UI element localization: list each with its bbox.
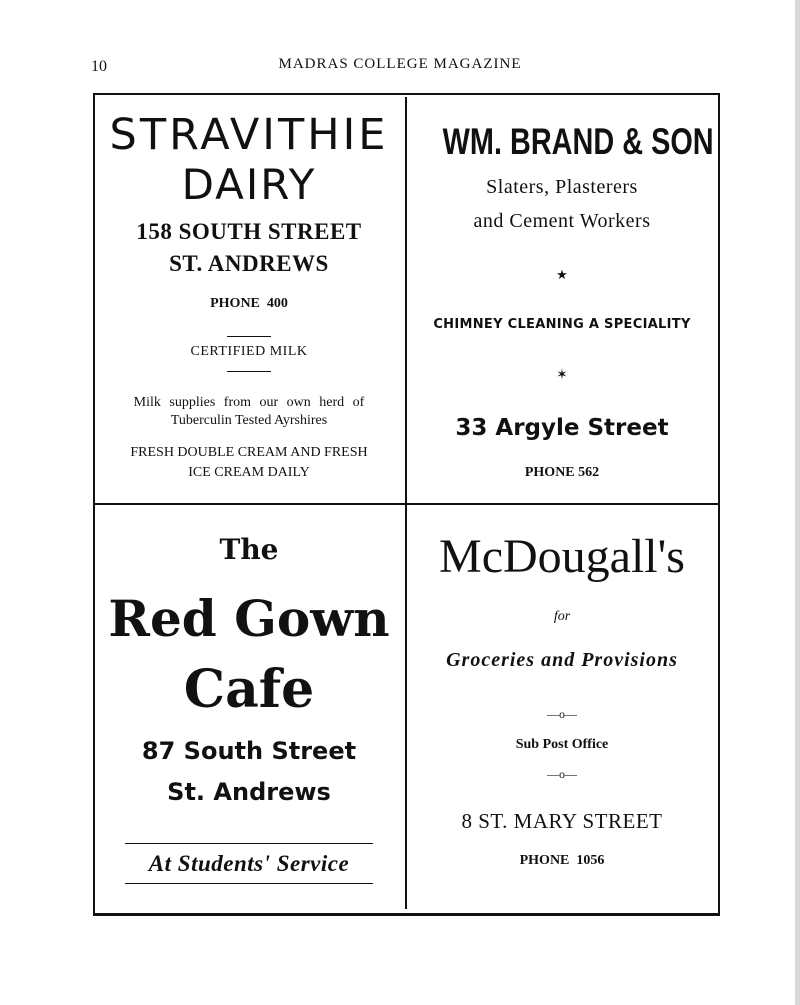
dairy-address-line1: 158 SOUTH STREET <box>136 219 362 244</box>
mcdougall-goods: Groceries and Provisions <box>446 649 678 671</box>
brand-name: WM. BRAND & SON <box>442 121 714 162</box>
page-edge <box>795 0 800 1005</box>
mcdougall-for: for <box>553 609 571 624</box>
ad-mcdougalls <box>409 511 715 909</box>
border-top <box>93 93 720 95</box>
cafe-rule-bottom <box>125 883 373 884</box>
brand-trade-line2: and Cement Workers <box>473 210 651 232</box>
cafe-address-line1: 87 South Street <box>141 737 357 765</box>
cafe-rule-top <box>125 843 373 844</box>
cafe-the: The <box>219 533 279 566</box>
asterisk-icon: ✶ <box>556 368 568 383</box>
running-head: MADRAS COLLEGE MAGAZINE <box>278 56 522 72</box>
brand-address: 33 Argyle Street <box>455 415 669 441</box>
dairy-rule-top <box>227 336 271 337</box>
cafe-name-line2: Cafe <box>183 659 315 720</box>
border-center <box>405 97 407 909</box>
cafe-name-line1: Red Gown <box>108 589 390 648</box>
ad-wm-brand-son <box>409 101 715 503</box>
brand-speciality: CHIMNEY CLEANING A SPECIALITY <box>433 317 691 332</box>
ad-stravithie-dairy <box>99 101 399 503</box>
ad-red-gown-cafe <box>99 511 399 909</box>
border-left <box>93 93 95 915</box>
star-icon: ★ <box>556 267 568 282</box>
dairy-cream-line2: ICE CREAM DAILY <box>188 465 310 480</box>
mcdougall-address: 8 ST. MARY STREET <box>461 809 663 833</box>
mcdougall-phone: PHONE 1056 <box>519 853 605 868</box>
brand-phone: PHONE 562 <box>524 465 600 480</box>
dairy-name-line1: STRAVITHIE <box>109 110 389 160</box>
advert-grid <box>93 93 720 915</box>
dairy-rule-bottom <box>227 371 271 372</box>
mcdougall-name: McDougall's <box>439 530 685 583</box>
dairy-phone: PHONE 400 <box>210 296 288 311</box>
dairy-supply-line2: Tuberculin Tested Ayrshires <box>170 413 328 428</box>
brand-trade-line1: Slaters, Plasterers <box>486 176 638 198</box>
cafe-slogan: At Students' Service <box>148 851 350 876</box>
dairy-address-line2: ST. ANDREWS <box>169 251 329 276</box>
border-bottom <box>93 913 720 916</box>
dairy-supply-line1: Milk supplies from our own herd of <box>133 395 365 410</box>
dairy-certified: CERTIFIED MILK <box>190 344 308 359</box>
separator-1: —o— <box>547 707 577 721</box>
cafe-address-line2: St. Andrews <box>167 778 331 806</box>
page-number: 10 <box>91 58 107 75</box>
dairy-cream-line1: FRESH DOUBLE CREAM AND FRESH <box>130 445 368 460</box>
dairy-name-line2: DAIRY <box>181 160 317 209</box>
mcdougall-post-office: Sub Post Office <box>515 737 609 752</box>
border-right <box>718 93 720 915</box>
separator-2: —o— <box>547 767 577 781</box>
